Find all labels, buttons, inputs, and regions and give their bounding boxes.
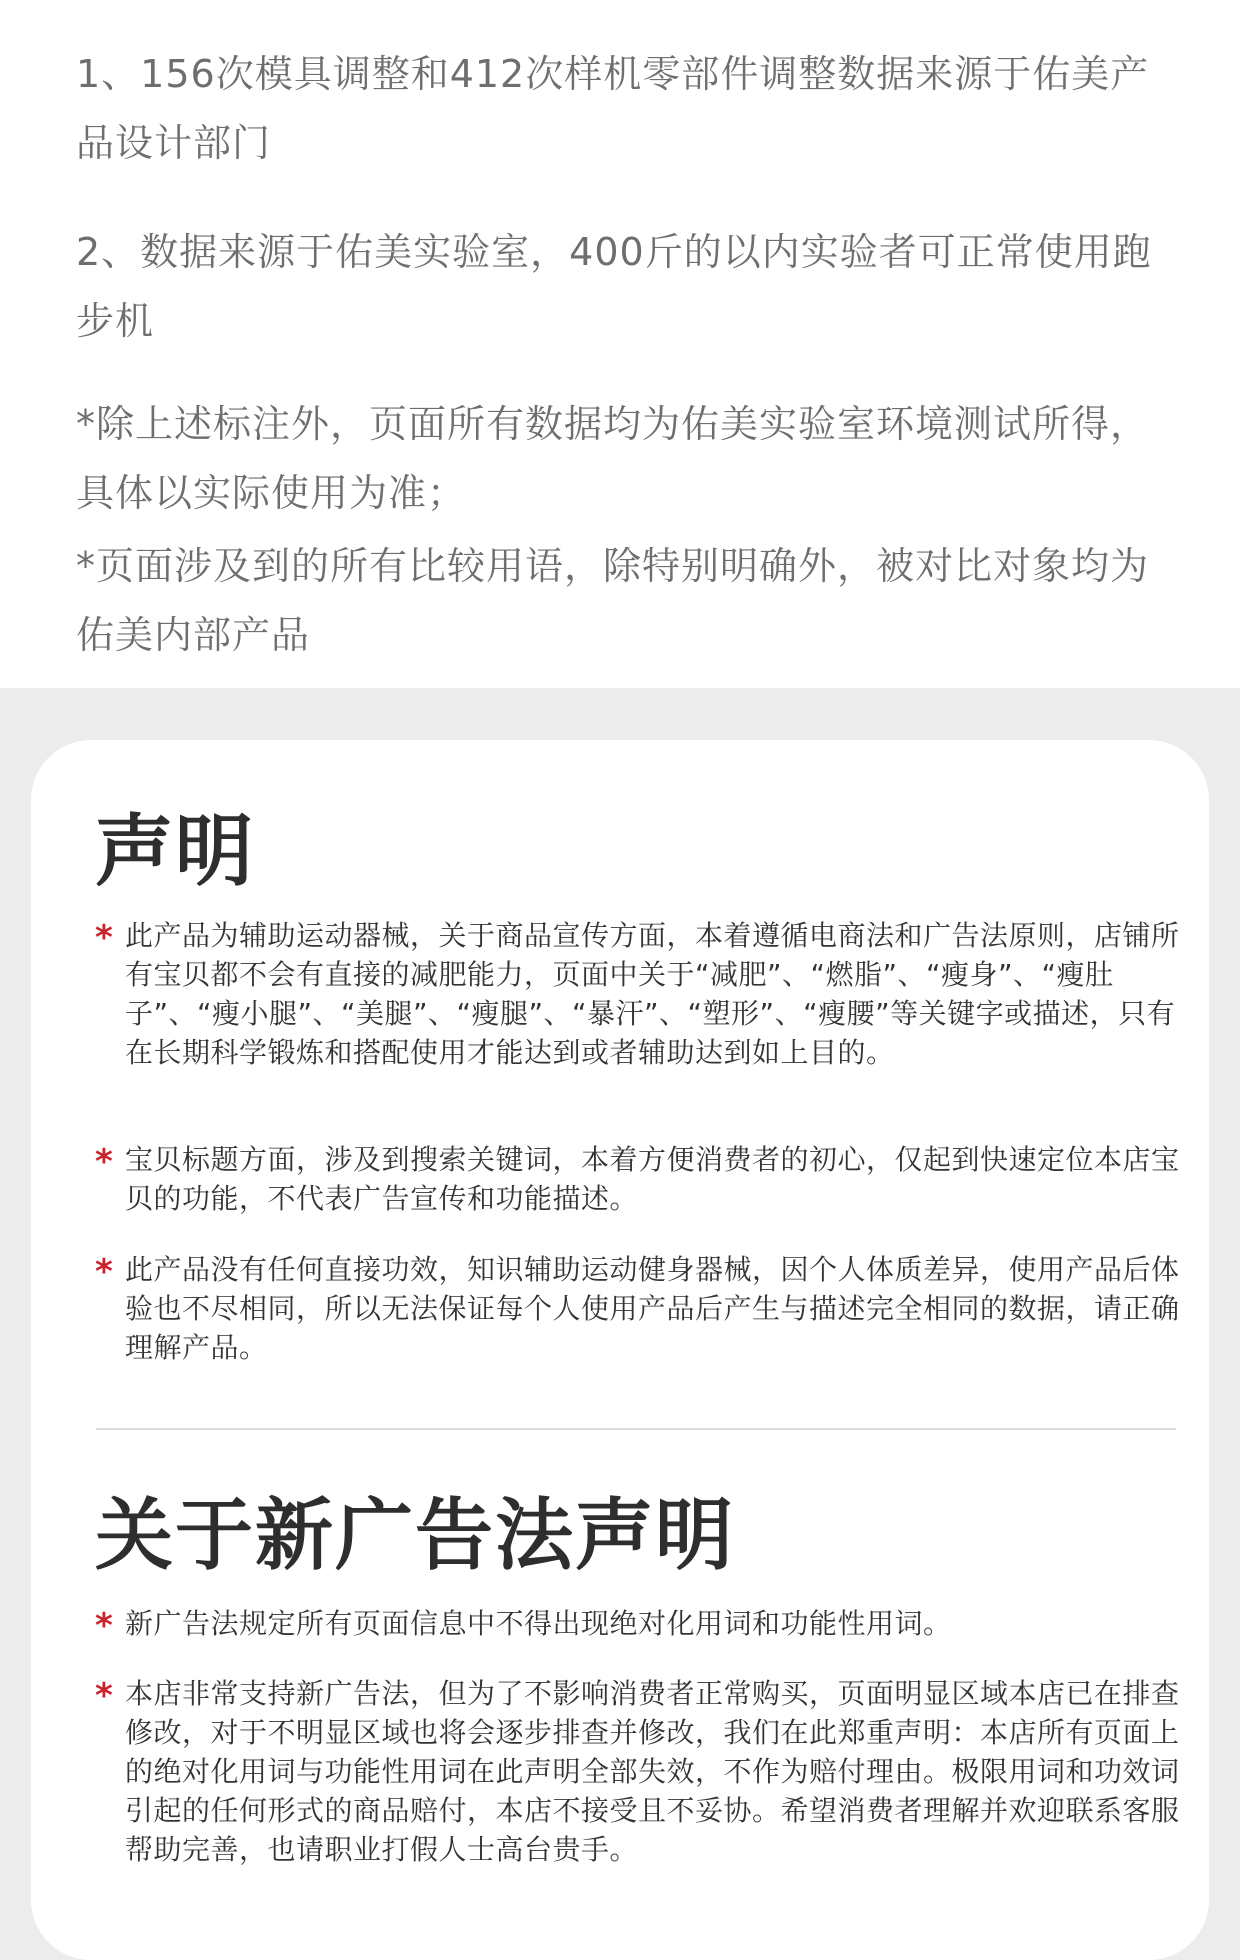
- statement-item-text: 此产品为辅助运动器械，关于商品宣传方面，本着遵循电商法和广告法原则，店铺所有宝贝都不会有直接的减肥能力，页面中关于“减肥”、“燃脂”、“瘦身”、“瘦肚子”、“瘦小腿”、“美腿”、“瘦腿”、“暴汗”、“塑形”、“瘦腰”等关键字或描述，只有在长期科学锻炼和搭配使用才能达到或者辅助达到如上目的。: [125, 919, 1180, 1069]
- statement-title: 声明: [95, 807, 256, 897]
- ad-law-item: [95, 1674, 1185, 1869]
- declaration-card: [31, 740, 1209, 1960]
- section-divider: [96, 1428, 1176, 1430]
- asterisk-icon: *: [95, 1606, 113, 1646]
- ad-law-item: [95, 1604, 1185, 1646]
- ad-law-item-text: 新广告法规定所有页面信息中不得出现绝对化用词和功能性用词。: [125, 1607, 952, 1640]
- note-comparison: *页面涉及到的所有比较用语，除特别明确外，被对比对象均为佑美内部产品: [76, 544, 1150, 657]
- note-lab-environment: *除上述标注外，页面所有数据均为佑美实验室环境测试所得，具体以实际使用为准；: [76, 402, 1150, 515]
- asterisk-icon: *: [95, 1252, 113, 1292]
- note-lab-data: 2、数据来源于佑美实验室，400斤的以内实验者可正常使用跑步机: [76, 230, 1152, 343]
- ad-law-title: 关于新广告法声明: [95, 1491, 736, 1581]
- statement-item-text: 此产品没有任何直接功效，知识辅助运动健身器械，因个人体质差异，使用产品后体验也不尽相同，所以无法保证每个人使用产品后产生与描述完全相同的数据，请正确理解产品。: [125, 1253, 1180, 1364]
- asterisk-icon: *: [95, 1142, 113, 1182]
- statement-item: [95, 916, 1185, 1072]
- statement-item-text: 宝贝标题方面，涉及到搜索关键词，本着方便消费者的初心，仅起到快速定位本店宝贝的功能，不代表广告宣传和功能描述。: [125, 1143, 1180, 1215]
- notes-section: [0, 0, 1240, 688]
- ad-law-item-text: 本店非常支持新广告法，但为了不影响消费者正常购买，页面明显区域本店已在排查修改，对于不明显区域也将会逐步排查并修改，我们在此郑重声明：本店所有页面上的绝对化用词与功能性用词在此声明全部失效，不作为赔付理由。极限用词和功效词引起的任何形式的商品赔付，本店不接受且不妥协。希望消费者理解并欢迎联系客服帮助完善，也请职业打假人士高台贵手。: [125, 1677, 1180, 1866]
- statement-item: [95, 1140, 1185, 1218]
- asterisk-icon: *: [95, 1676, 113, 1716]
- note-design-data: 1、156次模具调整和412次样机零部件调整数据来源于佑美产品设计部门: [76, 52, 1150, 165]
- statement-item: [95, 1250, 1185, 1367]
- asterisk-icon: *: [95, 918, 113, 958]
